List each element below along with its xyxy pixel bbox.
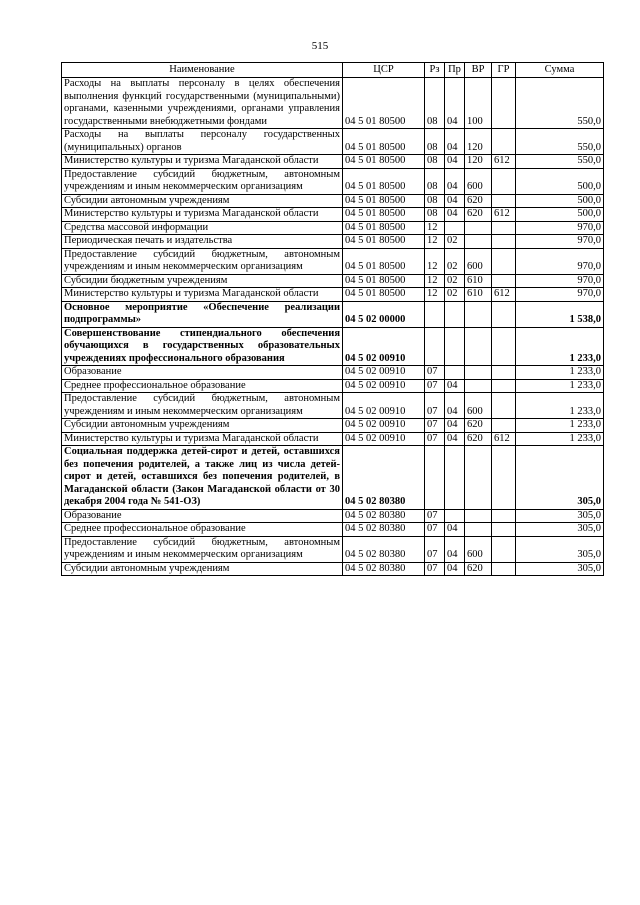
- cell-sum: 305,0: [516, 523, 604, 537]
- table-row: [62, 419, 604, 433]
- cell-gr: [492, 419, 516, 433]
- cell-csr: 04 5 01 80500: [343, 168, 425, 194]
- cell-gr: [492, 327, 516, 366]
- cell-rz: 07: [425, 432, 445, 446]
- cell-name: Совершенствование стипендиального обеспечения обучающихся в государственных образовательных учреждениях профессионального образования: [62, 327, 343, 366]
- cell-name: Министерство культуры и туризма Магаданской области: [62, 208, 343, 222]
- table-row: [62, 446, 604, 510]
- cell-rz: 07: [425, 366, 445, 380]
- cell-sum: 550,0: [516, 155, 604, 169]
- cell-sum: 970,0: [516, 221, 604, 235]
- cell-csr: 04 5 02 00910: [343, 432, 425, 446]
- cell-csr: 04 5 01 80500: [343, 248, 425, 274]
- cell-vr: 620: [465, 562, 492, 576]
- cell-vr: 620: [465, 432, 492, 446]
- cell-vr: 600: [465, 248, 492, 274]
- cell-name: Министерство культуры и туризма Магаданской области: [62, 288, 343, 302]
- cell-rz: 08: [425, 78, 445, 129]
- cell-sum: 500,0: [516, 208, 604, 222]
- cell-pr: 04: [445, 78, 465, 129]
- cell-vr: 600: [465, 536, 492, 562]
- table-row: [62, 155, 604, 169]
- cell-pr: 04: [445, 129, 465, 155]
- cell-pr: 04: [445, 419, 465, 433]
- cell-vr: 600: [465, 168, 492, 194]
- cell-sum: 305,0: [516, 562, 604, 576]
- cell-vr: [465, 379, 492, 393]
- table-row: [62, 208, 604, 222]
- cell-sum: 1 233,0: [516, 379, 604, 393]
- cell-sum: 970,0: [516, 288, 604, 302]
- cell-csr: 04 5 01 80500: [343, 208, 425, 222]
- cell-gr: [492, 129, 516, 155]
- cell-pr: 04: [445, 536, 465, 562]
- cell-rz: 12: [425, 288, 445, 302]
- cell-gr: [492, 523, 516, 537]
- cell-gr: 612: [492, 432, 516, 446]
- cell-pr: 02: [445, 235, 465, 249]
- cell-csr: 04 5 01 80500: [343, 129, 425, 155]
- cell-vr: 600: [465, 393, 492, 419]
- cell-csr: 04 5 01 80500: [343, 221, 425, 235]
- cell-sum: 1 233,0: [516, 419, 604, 433]
- table-header-row: [62, 63, 604, 78]
- cell-gr: 612: [492, 208, 516, 222]
- cell-name: Субсидии автономным учреждениям: [62, 562, 343, 576]
- cell-csr: 04 5 02 00910: [343, 327, 425, 366]
- cell-rz: 08: [425, 194, 445, 208]
- header-pr: Пр: [445, 63, 465, 78]
- header-csr: ЦСР: [343, 63, 425, 78]
- table-row: [62, 523, 604, 537]
- cell-name: Расходы на выплаты персоналу государственных (муниципальных) органов: [62, 129, 343, 155]
- cell-sum: 1 538,0: [516, 301, 604, 327]
- cell-sum: 1 233,0: [516, 366, 604, 380]
- page-number: 515: [311, 40, 329, 52]
- table-row: [62, 78, 604, 129]
- cell-sum: 500,0: [516, 168, 604, 194]
- cell-rz: 07: [425, 536, 445, 562]
- table-row: [62, 432, 604, 446]
- cell-gr: [492, 248, 516, 274]
- cell-name: Расходы на выплаты персоналу в целях обеспечения выполнения функций государственными (муниципальными) органами, казенными учреждениями, органами управления государственными внебюджетными фондами: [62, 78, 343, 129]
- cell-csr: 04 5 02 80380: [343, 562, 425, 576]
- cell-rz: 12: [425, 235, 445, 249]
- cell-vr: [465, 446, 492, 510]
- cell-name: Среднее профессиональное образование: [62, 523, 343, 537]
- cell-csr: 04 5 02 80380: [343, 536, 425, 562]
- cell-name: Периодическая печать и издательства: [62, 235, 343, 249]
- cell-gr: [492, 301, 516, 327]
- cell-csr: 04 5 01 80500: [343, 194, 425, 208]
- cell-gr: [492, 78, 516, 129]
- cell-name: Средства массовой информации: [62, 221, 343, 235]
- cell-name: Предоставление субсидий бюджетным, автономным учреждениям и иным некоммерческим организациям: [62, 248, 343, 274]
- cell-sum: 1 233,0: [516, 393, 604, 419]
- cell-pr: 02: [445, 274, 465, 288]
- cell-rz: 08: [425, 129, 445, 155]
- cell-name: Основное мероприятие «Обеспечение реализации подпрограммы»: [62, 301, 343, 327]
- cell-vr: [465, 301, 492, 327]
- cell-name: Предоставление субсидий бюджетным, автономным учреждениям и иным некоммерческим организациям: [62, 536, 343, 562]
- table-row: [62, 288, 604, 302]
- cell-pr: [445, 221, 465, 235]
- cell-rz: [425, 327, 445, 366]
- cell-csr: 04 5 02 80380: [343, 523, 425, 537]
- cell-rz: 12: [425, 221, 445, 235]
- cell-rz: 07: [425, 393, 445, 419]
- cell-gr: [492, 194, 516, 208]
- cell-pr: 04: [445, 168, 465, 194]
- cell-sum: 305,0: [516, 446, 604, 510]
- cell-vr: [465, 221, 492, 235]
- cell-gr: [492, 536, 516, 562]
- cell-csr: 04 5 02 00000: [343, 301, 425, 327]
- cell-rz: 07: [425, 523, 445, 537]
- cell-csr: 04 5 02 80380: [343, 446, 425, 510]
- cell-csr: 04 5 01 80500: [343, 235, 425, 249]
- cell-sum: 550,0: [516, 78, 604, 129]
- cell-csr: 04 5 01 80500: [343, 78, 425, 129]
- cell-csr: 04 5 02 80380: [343, 509, 425, 523]
- cell-gr: [492, 446, 516, 510]
- cell-pr: [445, 301, 465, 327]
- header-vr: ВР: [465, 63, 492, 78]
- cell-gr: [492, 274, 516, 288]
- cell-pr: 04: [445, 155, 465, 169]
- cell-pr: 04: [445, 194, 465, 208]
- cell-pr: 04: [445, 562, 465, 576]
- cell-vr: 610: [465, 274, 492, 288]
- cell-rz: 07: [425, 379, 445, 393]
- cell-sum: 1 233,0: [516, 327, 604, 366]
- header-name: Наименование: [62, 63, 343, 78]
- cell-rz: 12: [425, 274, 445, 288]
- table-row: [62, 301, 604, 327]
- cell-vr: 620: [465, 208, 492, 222]
- table-row: [62, 536, 604, 562]
- cell-name: Среднее профессиональное образование: [62, 379, 343, 393]
- table-row: [62, 129, 604, 155]
- table-row: [62, 235, 604, 249]
- cell-name: Субсидии бюджетным учреждениям: [62, 274, 343, 288]
- cell-sum: 305,0: [516, 536, 604, 562]
- cell-sum: 550,0: [516, 129, 604, 155]
- cell-sum: 500,0: [516, 194, 604, 208]
- budget-table: [61, 62, 604, 576]
- cell-gr: 612: [492, 288, 516, 302]
- table-row: [62, 562, 604, 576]
- cell-csr: 04 5 02 00910: [343, 419, 425, 433]
- cell-gr: [492, 366, 516, 380]
- cell-gr: [492, 168, 516, 194]
- table-row: [62, 379, 604, 393]
- cell-pr: 04: [445, 208, 465, 222]
- cell-vr: [465, 523, 492, 537]
- cell-rz: [425, 446, 445, 510]
- cell-pr: [445, 446, 465, 510]
- table-row: [62, 168, 604, 194]
- cell-pr: 04: [445, 432, 465, 446]
- cell-vr: [465, 327, 492, 366]
- cell-pr: 04: [445, 379, 465, 393]
- cell-csr: 04 5 01 80500: [343, 274, 425, 288]
- cell-name: Предоставление субсидий бюджетным, автономным учреждениям и иным некоммерческим организациям: [62, 393, 343, 419]
- cell-name: Субсидии автономным учреждениям: [62, 419, 343, 433]
- cell-vr: 620: [465, 419, 492, 433]
- cell-gr: 612: [492, 155, 516, 169]
- cell-name: Министерство культуры и туризма Магаданской области: [62, 155, 343, 169]
- table-row: [62, 393, 604, 419]
- cell-csr: 04 5 01 80500: [343, 155, 425, 169]
- cell-rz: 08: [425, 168, 445, 194]
- cell-gr: [492, 221, 516, 235]
- cell-sum: 970,0: [516, 235, 604, 249]
- cell-name: Министерство культуры и туризма Магаданской области: [62, 432, 343, 446]
- table-row: [62, 327, 604, 366]
- cell-sum: 305,0: [516, 509, 604, 523]
- cell-vr: 120: [465, 155, 492, 169]
- cell-gr: [492, 235, 516, 249]
- cell-rz: 08: [425, 208, 445, 222]
- cell-vr: 620: [465, 194, 492, 208]
- cell-pr: 02: [445, 248, 465, 274]
- table-row: [62, 366, 604, 380]
- cell-csr: 04 5 02 00910: [343, 393, 425, 419]
- cell-rz: 07: [425, 509, 445, 523]
- cell-rz: 07: [425, 419, 445, 433]
- cell-vr: [465, 509, 492, 523]
- table-row: [62, 194, 604, 208]
- table-row: [62, 248, 604, 274]
- cell-csr: 04 5 02 00910: [343, 366, 425, 380]
- table-row: [62, 274, 604, 288]
- cell-gr: [492, 379, 516, 393]
- cell-rz: 08: [425, 155, 445, 169]
- cell-gr: [492, 393, 516, 419]
- cell-rz: 12: [425, 248, 445, 274]
- cell-rz: [425, 301, 445, 327]
- cell-pr: [445, 327, 465, 366]
- cell-vr: 120: [465, 129, 492, 155]
- table-row: [62, 221, 604, 235]
- cell-pr: 04: [445, 523, 465, 537]
- cell-name: Предоставление субсидий бюджетным, автономным учреждениям и иным некоммерческим организациям: [62, 168, 343, 194]
- cell-pr: 04: [445, 393, 465, 419]
- cell-rz: 07: [425, 562, 445, 576]
- header-sum: Сумма: [516, 63, 604, 78]
- header-rz: Рз: [425, 63, 445, 78]
- header-gr: ГР: [492, 63, 516, 78]
- cell-vr: 100: [465, 78, 492, 129]
- cell-csr: 04 5 02 00910: [343, 379, 425, 393]
- cell-sum: 970,0: [516, 274, 604, 288]
- table-row: [62, 509, 604, 523]
- cell-pr: [445, 366, 465, 380]
- cell-name: Субсидии автономным учреждениям: [62, 194, 343, 208]
- cell-csr: 04 5 01 80500: [343, 288, 425, 302]
- cell-gr: [492, 562, 516, 576]
- cell-vr: [465, 235, 492, 249]
- cell-name: Социальная поддержка детей-сирот и детей, оставшихся без попечения родителей, а также лиц из числа детей-сирот и детей, оставшихся без попечения родителей, в Магаданской области (Закон Магаданской области от 30 декабря 2004 года № 541-ОЗ): [62, 446, 343, 510]
- cell-vr: [465, 366, 492, 380]
- cell-name: Образование: [62, 509, 343, 523]
- cell-gr: [492, 509, 516, 523]
- cell-sum: 1 233,0: [516, 432, 604, 446]
- cell-pr: [445, 509, 465, 523]
- cell-vr: 610: [465, 288, 492, 302]
- cell-name: Образование: [62, 366, 343, 380]
- cell-pr: 02: [445, 288, 465, 302]
- cell-sum: 970,0: [516, 248, 604, 274]
